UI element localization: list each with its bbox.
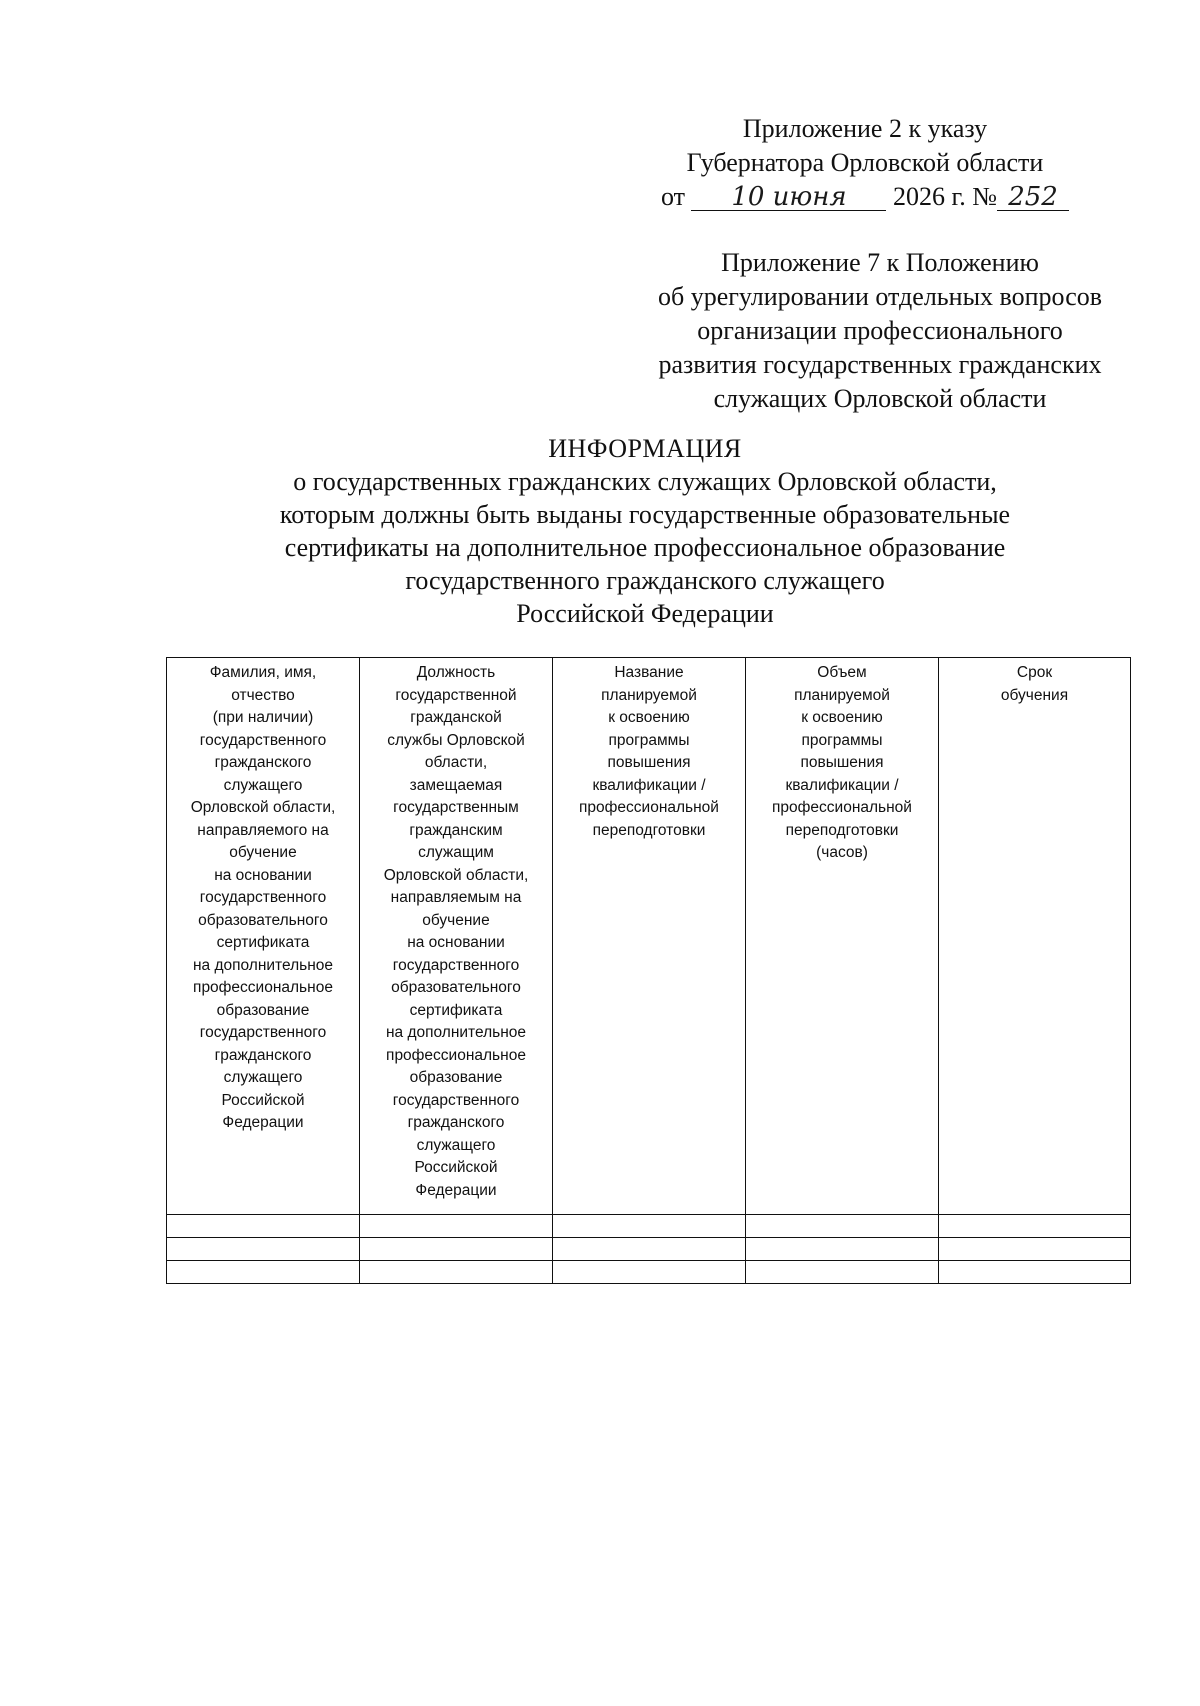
date-prefix: от: [660, 182, 685, 211]
servants-info-table: [166, 657, 1131, 1284]
table-row: [167, 1238, 1131, 1261]
header-line: Федерации: [222, 1114, 304, 1131]
header-line: программы: [801, 731, 883, 749]
header-line: квалификации /: [592, 776, 706, 794]
appendix-block: [630, 112, 1100, 214]
header-line: обучения: [1000, 686, 1069, 704]
header-line: службы Орловской: [387, 731, 525, 749]
header-position: [360, 658, 553, 1215]
header-line: Фамилия, имя,: [209, 664, 317, 681]
table-cell: [553, 1215, 746, 1238]
table-cell: [553, 1238, 746, 1261]
table-header-row: [167, 658, 1131, 1215]
table-cell: [939, 1215, 1131, 1238]
header-line: повышения: [800, 754, 884, 771]
table-row: [167, 1215, 1131, 1238]
document-title: [160, 432, 1130, 630]
header-line: сертификата: [216, 934, 310, 951]
header-line: планируемой: [601, 686, 697, 704]
table-cell: [746, 1238, 939, 1261]
header-line: служащего: [416, 1136, 496, 1154]
position-line-1: Приложение 7 к Положению: [721, 248, 1039, 277]
handwritten-date: 10 июня: [691, 184, 886, 211]
appendix-date-line: [630, 180, 1100, 214]
header-line: образование: [409, 1069, 503, 1086]
header-line: служащим: [418, 844, 494, 861]
table-cell: [167, 1261, 360, 1284]
title-line-4: государственного гражданского служащего: [405, 566, 885, 595]
header-line: программы: [608, 731, 690, 749]
header-line: государственного: [392, 1091, 520, 1109]
header-program-name: [553, 658, 746, 1215]
header-line: образовательного: [198, 911, 328, 929]
appendix-line-1: Приложение 2 к указу: [742, 114, 988, 143]
table-cell: [360, 1215, 553, 1238]
header-training-period: [939, 658, 1131, 1215]
header-line: профессиональной: [579, 799, 719, 816]
header-line: государственного: [199, 731, 327, 749]
header-line: образование: [216, 1001, 310, 1019]
header-line: государственного: [392, 956, 520, 974]
header-line: служащего: [223, 776, 303, 794]
header-line: гражданского: [407, 1114, 505, 1131]
position-line-3: организации профессионального: [697, 316, 1063, 345]
header-line: планируемой: [794, 686, 890, 704]
header-line: повышения: [607, 754, 691, 771]
position-line-2: об урегулировании отдельных вопросов: [657, 282, 1103, 311]
header-line: отчество: [231, 686, 295, 704]
title-line-1: о государственных гражданских служащих Орловской области,: [293, 467, 997, 496]
title-heading: ИНФОРМАЦИЯ: [548, 434, 742, 463]
header-line: направляемого на: [197, 821, 329, 839]
title-line-5: Российской Федерации: [516, 599, 774, 628]
header-line: профессиональной: [772, 799, 912, 816]
header-line: гражданской: [410, 709, 502, 726]
header-line: Срок: [1016, 664, 1053, 681]
header-line: Орловской области,: [190, 799, 336, 816]
appendix-line-2: Губернатора Орловской области: [686, 148, 1044, 177]
header-line: Название: [614, 664, 684, 681]
handwritten-number: 252: [997, 184, 1069, 211]
table-body: [167, 1215, 1131, 1284]
header-line: Орловской области,: [383, 866, 529, 884]
header-line: профессиональное: [193, 979, 333, 996]
header-line: обучение: [422, 911, 490, 929]
table-row: [167, 1261, 1131, 1284]
header-line: квалификации /: [785, 776, 899, 794]
header-line: Должность: [416, 664, 496, 681]
header-line: государственной: [395, 686, 517, 704]
table-cell: [167, 1215, 360, 1238]
position-line-5: служащих Орловской области: [713, 384, 1047, 413]
header-line: к освоению: [801, 709, 883, 726]
header-line: обучение: [229, 844, 297, 861]
header-line: на дополнительное: [192, 956, 334, 974]
header-program-hours: [746, 658, 939, 1215]
table-cell: [360, 1238, 553, 1261]
title-line-3: сертификаты на дополнительное профессиональное образование: [284, 533, 1006, 562]
table-cell: [360, 1261, 553, 1284]
header-line: государственного: [199, 889, 327, 906]
table-cell: [939, 1261, 1131, 1284]
header-line: на дополнительное: [385, 1024, 527, 1041]
table-cell: [746, 1215, 939, 1238]
table-cell: [167, 1238, 360, 1261]
header-line: сертификата: [409, 1001, 503, 1019]
header-line: Федерации: [415, 1181, 497, 1199]
header-line: гражданским: [409, 821, 503, 839]
header-line: к освоению: [608, 709, 690, 726]
header-line: профессиональное: [386, 1046, 526, 1064]
header-line: государственным: [393, 799, 519, 816]
header-line: на основании: [407, 934, 505, 951]
header-full-name: [167, 658, 360, 1215]
table-cell: [746, 1261, 939, 1284]
header-line: Российской: [221, 1091, 305, 1109]
header-line: области,: [424, 754, 488, 771]
title-line-2: которым должны быть выданы государственные образовательные: [279, 500, 1011, 529]
header-line: Объем: [817, 664, 867, 681]
header-line: гражданского: [214, 1046, 312, 1064]
header-line: (при наличии): [212, 709, 314, 726]
header-line: служащего: [223, 1069, 303, 1086]
year-text: 2026 г. №: [892, 182, 998, 211]
header-line: замещаемая: [409, 776, 503, 794]
position-line-4: развития государственных гражданских: [658, 350, 1102, 379]
table-cell: [939, 1238, 1131, 1261]
header-line: переподготовки: [785, 821, 899, 839]
header-line: государственного: [199, 1024, 327, 1041]
header-line: (часов): [816, 844, 868, 861]
header-line: образовательного: [391, 979, 521, 996]
header-line: на основании: [214, 866, 312, 884]
header-line: направляемым на: [390, 889, 522, 906]
position-reference-block: [620, 246, 1140, 416]
header-line: гражданского: [214, 754, 312, 771]
header-line: Российской: [414, 1159, 498, 1176]
table-cell: [553, 1261, 746, 1284]
header-line: переподготовки: [592, 821, 706, 839]
